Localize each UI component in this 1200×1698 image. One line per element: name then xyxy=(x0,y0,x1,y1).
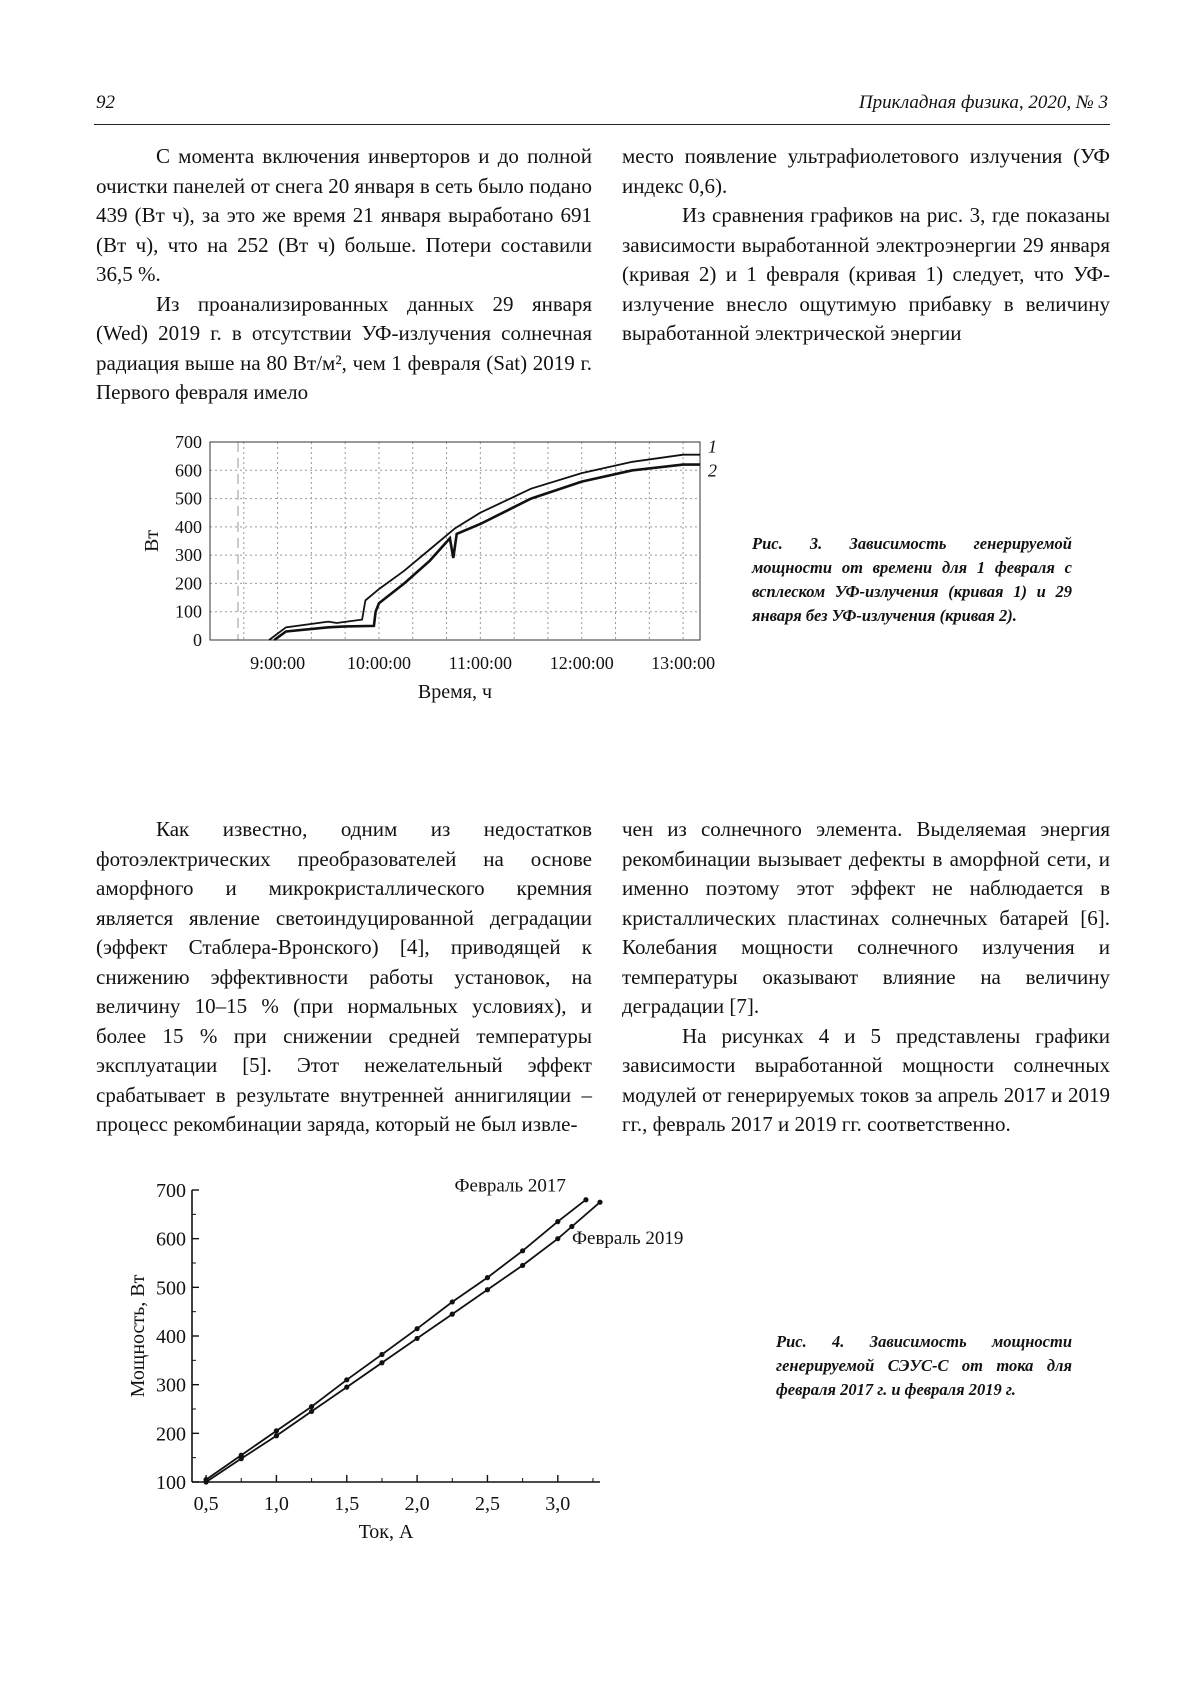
data-point xyxy=(344,1377,349,1382)
x-tick-label: 10:00:00 xyxy=(346,653,411,673)
series-label: 2 xyxy=(708,460,717,481)
x-tick-label: 3,0 xyxy=(545,1493,571,1515)
series-points xyxy=(203,1197,602,1484)
data-point xyxy=(203,1479,208,1484)
x-axis-label: Время, ч xyxy=(417,681,493,703)
y-tick-label: 600 xyxy=(156,1228,186,1251)
paragraph: С момента включения инверторов и до полной очистки панелей от снега 20 января в сеть было подано 439 (Вт ч), за это же время 21 января выработано 691 (Вт ч), что на 252 (Вт ч) больше. Потери составили 36,5 %. xyxy=(96,144,592,286)
x-tick-label: 12:00:00 xyxy=(549,653,614,673)
fit-line xyxy=(206,1200,586,1480)
x-tick-label: 2,0 xyxy=(404,1493,430,1515)
y-tick-label: 0 xyxy=(193,630,202,650)
x-tick-label: 11:00:00 xyxy=(448,653,513,673)
series-label: 1 xyxy=(708,436,717,457)
y-tick-label: 200 xyxy=(156,1423,186,1446)
paragraph: место появление ультрафиолетового излучения (УФ индекс 0,6). xyxy=(622,144,1110,198)
y-tick-label: 200 xyxy=(175,573,202,594)
paragraph: Из проанализированных данных 29 января (Wed) 2019 г. в отсутствии УФ-излучения солнечная радиация выше на 80 Вт/м², чем 1 февраля (Sat) 2019 г. Первого февраля имело xyxy=(96,291,592,404)
x-tick-label: 0,5 xyxy=(193,1493,219,1515)
data-point xyxy=(309,1404,314,1409)
journal-title: Прикладная физика, 2020, № 3 xyxy=(858,92,1108,113)
y-tick-label: 300 xyxy=(156,1374,186,1397)
paragraph: Как известно, одним из недостатков фотоэлектрических преобразователей на основе аморфного и микрокристаллического кремния является явление светоиндуцированной деградации (эффект Стаблера-Вронского) [4], приводящей к снижению эффективности работы установок, на величину 10–15 % (при нормальных условиях), и более 15 % при снижении средней температуры эксплуатации [5]. Этот нежелательный эффект срабатывает в результате внутренней аннигиляции – процесс рекомбинации заряда, который не был извле- xyxy=(96,817,592,1136)
data-point xyxy=(597,1200,602,1205)
text-column-right-bottom xyxy=(622,815,1110,1140)
data-point xyxy=(520,1263,525,1268)
data-point xyxy=(485,1287,490,1292)
series-label-2019: Февраль 2019 xyxy=(572,1228,684,1250)
text-column-right-top xyxy=(622,142,1110,349)
y-tick-label: 100 xyxy=(156,1472,186,1494)
data-point xyxy=(274,1433,279,1438)
data-point xyxy=(555,1236,560,1241)
figure-4-caption: Рис. 4. Зависимость мощности генерируемой СЭУС-С от тока для февраля 2017 г. и февраля 2019 г. xyxy=(776,1332,1072,1399)
header-rule xyxy=(94,124,1110,125)
x-axis-label: Ток, А xyxy=(358,1521,414,1543)
y-tick-label: 100 xyxy=(175,601,202,622)
y-tick-label: 400 xyxy=(175,516,202,537)
data-point xyxy=(520,1248,525,1253)
series-line-2 xyxy=(274,465,700,640)
data-point xyxy=(485,1275,490,1280)
y-tick-label: 600 xyxy=(175,460,202,481)
x-tick-label: 1,0 xyxy=(263,1493,289,1515)
y-tick-label: 700 xyxy=(175,432,202,452)
x-tick-label: 2,5 xyxy=(474,1493,500,1515)
tick-labels xyxy=(127,1176,683,1543)
page-number: 92 xyxy=(96,92,115,113)
y-axis-label: Мощность, Вт xyxy=(127,1274,149,1398)
y-tick-label: 300 xyxy=(175,545,202,566)
y-tick-label: 500 xyxy=(156,1277,186,1300)
data-point xyxy=(415,1326,420,1331)
y-tick-label: 700 xyxy=(156,1180,186,1202)
x-tick-label: 13:00:00 xyxy=(651,653,716,673)
data-point xyxy=(450,1312,455,1317)
y-tick-label: 500 xyxy=(175,488,202,509)
series-label-2017: Февраль 2017 xyxy=(454,1175,566,1197)
data-point xyxy=(415,1336,420,1341)
text-column-left-top xyxy=(96,142,592,408)
paragraph: чен из солнечного элемента. Выделяемая энергия рекомбинации вызывает дефекты в аморфной сети, и именно поэтому этот эффект не наблюдается в кристаллических пластинах солнечных батарей [6]. Колебания мощности солнечного излучения и температуры оказывают влияние на величину деградации [7]. xyxy=(622,817,1110,1018)
x-tick-label: 1,5 xyxy=(334,1493,360,1515)
data-point xyxy=(379,1352,384,1357)
data-point xyxy=(450,1299,455,1304)
figure-3-chart xyxy=(140,420,740,770)
text-column-left-bottom xyxy=(96,815,592,1140)
tick-labels xyxy=(141,432,717,703)
axes xyxy=(192,1190,600,1482)
data-point xyxy=(555,1219,560,1224)
paragraph: Из сравнения графиков на рис. 3, где показаны зависимости выработанной электроэнергии 29 января (кривая 2) и 1 февраля (кривая 1) следует, что УФ-излучение внесло ощутимую прибавку в величину выработанной электрической энергии xyxy=(622,203,1110,345)
data-point xyxy=(239,1456,244,1461)
data-point xyxy=(344,1385,349,1390)
y-tick-label: 400 xyxy=(156,1326,186,1348)
figure-3-caption: Рис. 3. Зависимость генерируемой мощности от времени для 1 февраля с всплеском УФ-излучения (кривая 1) и 29 января без УФ-излучения (кривая 2). xyxy=(752,534,1072,625)
x-tick-label: 9:00:00 xyxy=(250,653,306,673)
data-point xyxy=(274,1428,279,1433)
data-point xyxy=(309,1409,314,1414)
fit-line xyxy=(206,1202,600,1482)
data-point xyxy=(379,1360,384,1365)
y-axis-label: Вт xyxy=(141,529,163,553)
figure-4-chart xyxy=(127,1170,770,1590)
data-point xyxy=(583,1197,588,1202)
paragraph: На рисунках 4 и 5 представлены графики зависимости выработанной мощности солнечных модулей от генерируемых токов за апрель 2017 и 2019 гг., февраль 2017 и 2019 гг. соответственно. xyxy=(622,1023,1110,1136)
